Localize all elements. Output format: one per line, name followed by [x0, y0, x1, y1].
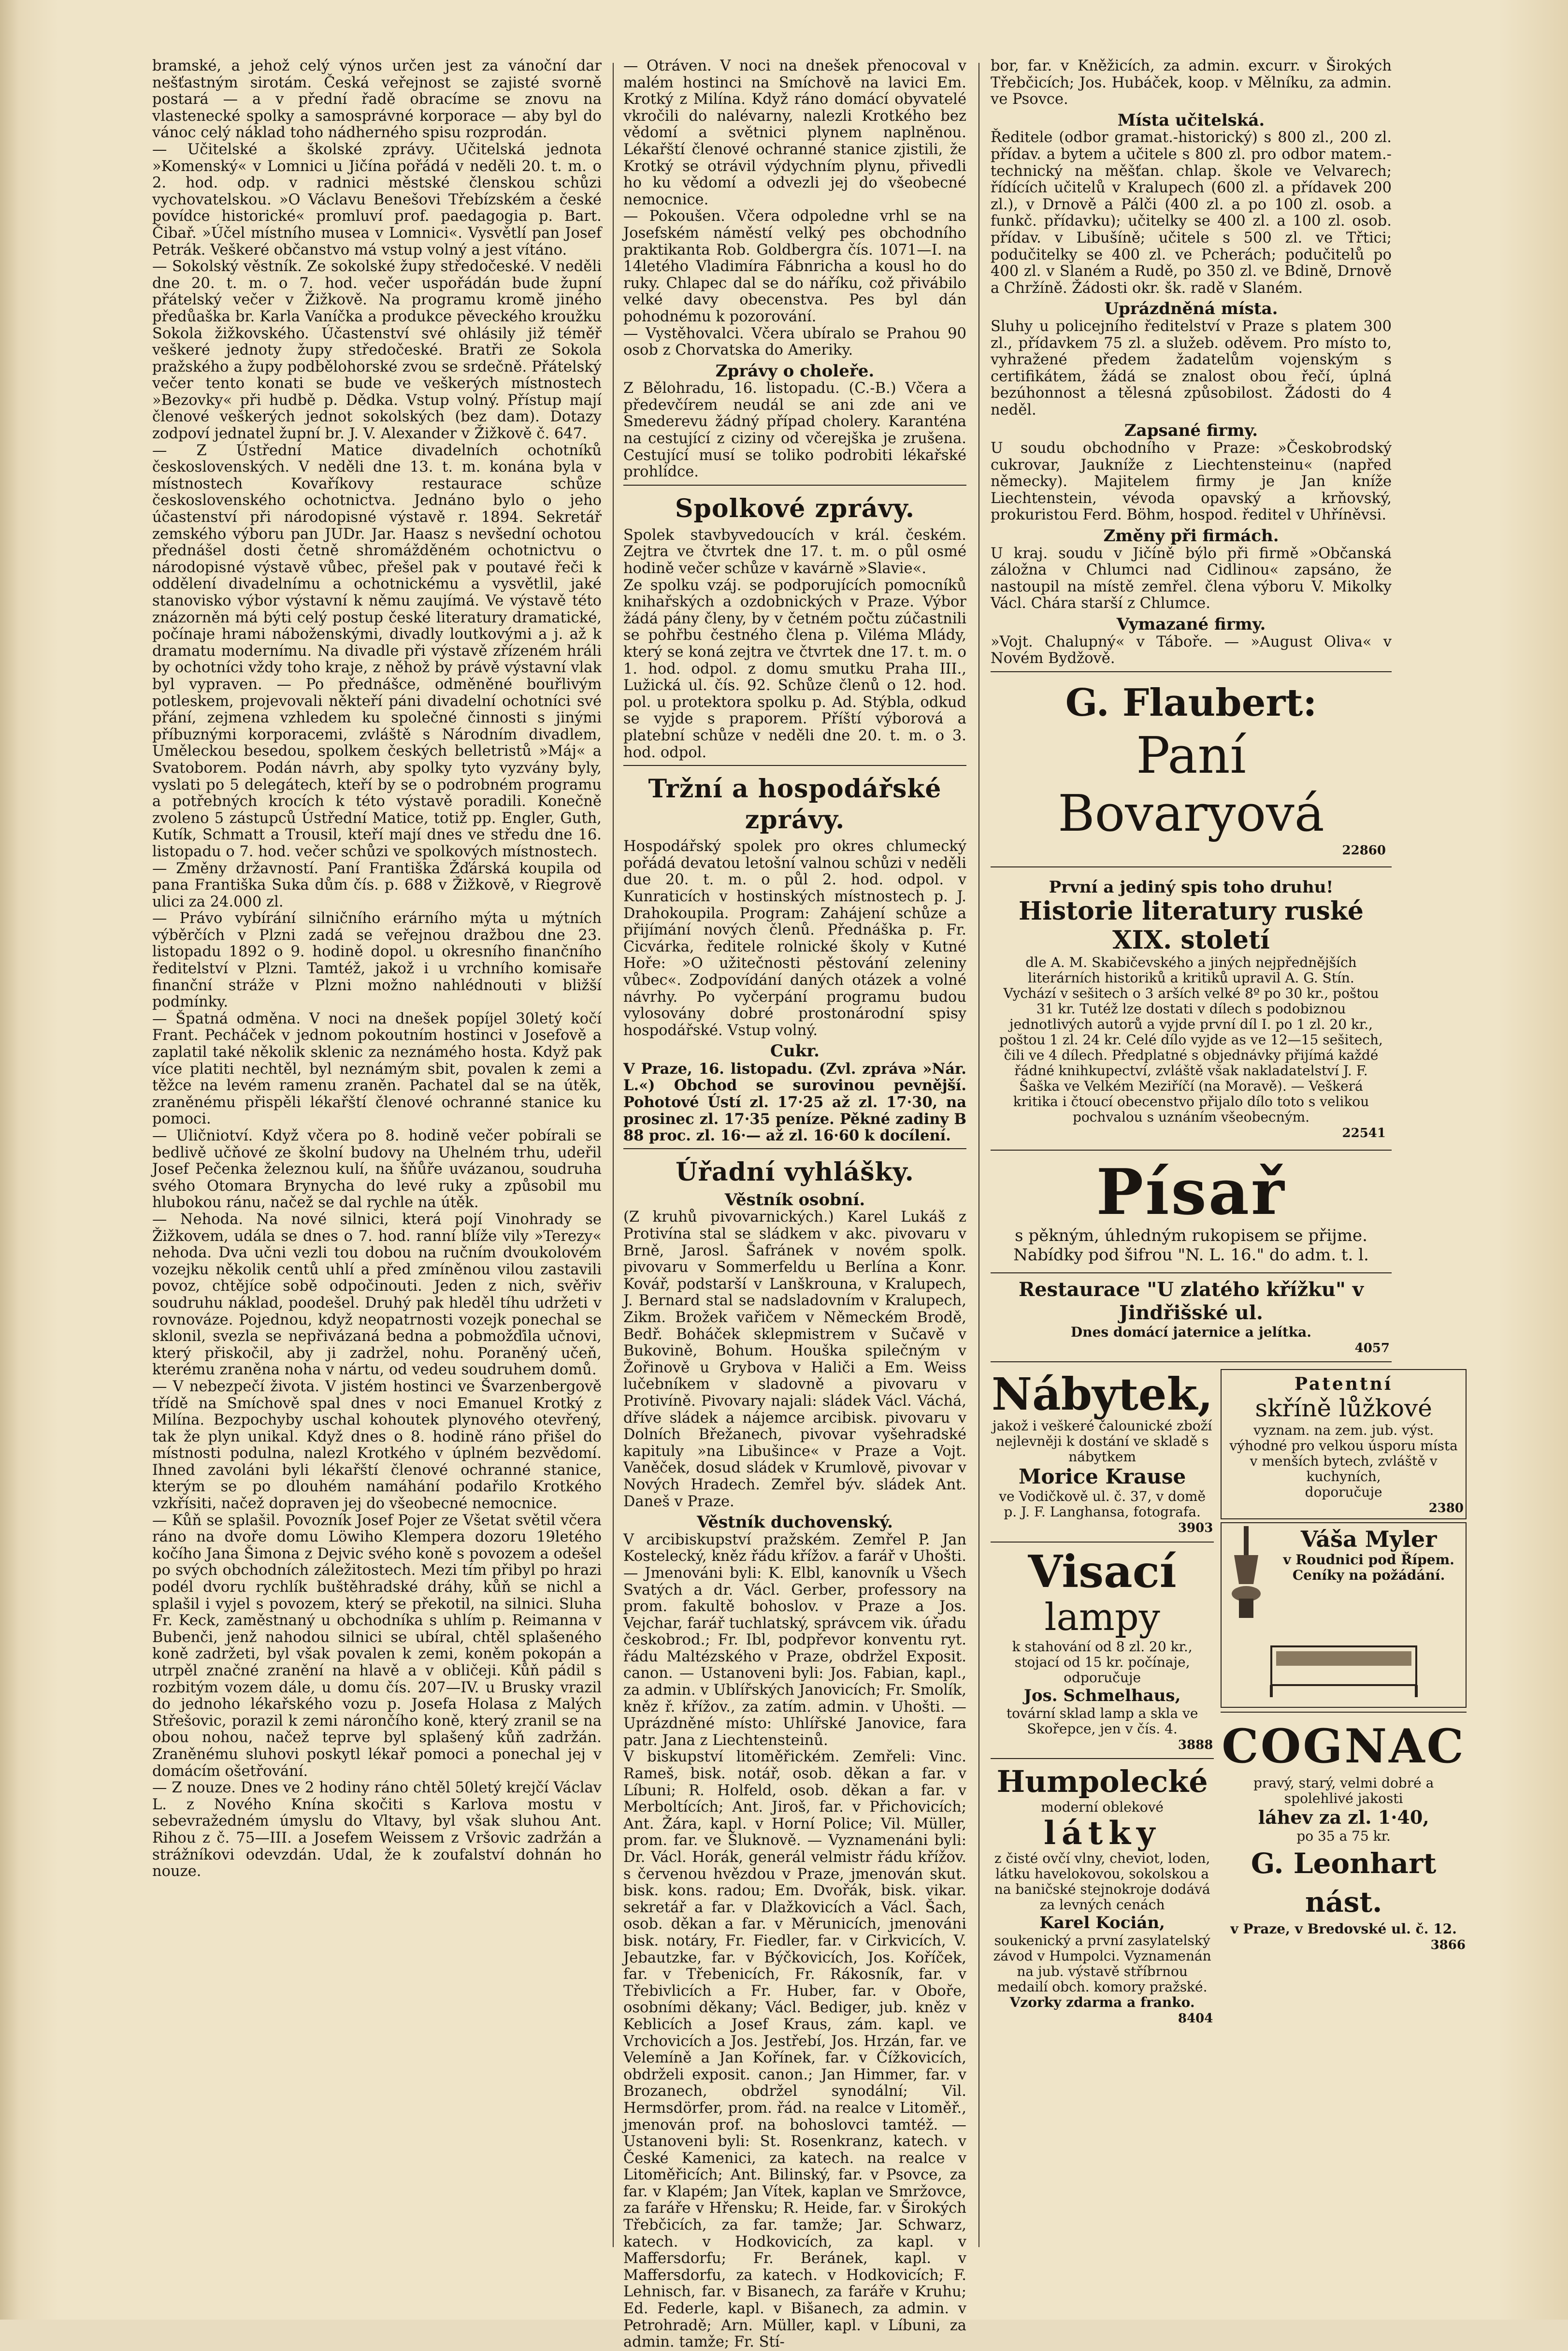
- ad-grid: [991, 1366, 1466, 2031]
- ad-text: Vychází v sešitech o 3 arších velké 8º po 30 kr., poštou 31 kr. Tutéž lze dostati v dílech s podobiznou jednotlivých autorů a vyjde první díl I. po 1 zl. 20 kr., poštou 1 zl. 24 kr. Celé dílo vyjde as ve 12—15 sešitech, čili ve 4 dílech. Předplatné s objednávky přijímá každé řádné knihkupectví, zvláště však nakladatelství J. F. Šaška ve Velkém Meziříčí (na Moravě). — Veškerá kritika i čtoucí obecenstvo přijalo dílo toto s velikou pochvalou s uznáním všeobecným.: [999, 985, 1383, 1125]
- ad-name: Karel Kocián,: [1039, 1913, 1165, 1933]
- ad-text: pravý, starý, velmi dobré a spolehlivé jakosti: [1253, 1774, 1434, 1806]
- article: (Z kruhů pivovarnických.) Karel Lukáš z Protivína stal se sládkem v akc. pivovaru v Brně, Jarosl. Šafránek v novém spolk. pivovaru v Sommerfeldu u Berlína a Konr. Kovář, podstarší v Lanškrouna, v Kralupech, J. Bernard stal se nadsladovním v Kralupech, Zikm. Brožek vařičem v Německém Brodě, Bedř. Boháček sklepmistrem v Sučavě v Bukovině, Bohum. Houška spilečným v Žořinově u Grybova v Haliči a Em. Weiss lučebníkem v sladovně a pivovaru v Protivíně. Pivovary najali: sládek Václ. Váchá, dříve sládek a nájemce arcibisk. pivovaru v Dolních Břežanech, pivovar vyšehradské kapituly »na Libušince« v Praze a Vojt. Vaněček, dosud sládek v Krumlově, pivovar v Nových Hradech. Zemřel býv. sládek Ant. Daneš v Praze.: [623, 1209, 966, 1510]
- article: — Kůň se splašil. Povozník Josef Pojer ze Všetat světil včera ráno na dvoře domu Löwiho Klempera dozoru 19letého kočího Jana Šimona z Dejvic svého koně s povozem a odešel po svých obchodních záležitostech. Mezi tím přibyl po hrazi podél dvoru rychlík buštěhradské dráhy, kůň se nichl a splašil i vyjel s povozem, který se překotil, na silnici. Sluha Fr. Keck, zaměstnaný u obchodníka s uhlím p. Reimanna v Bubenči, jenž nahodou silnici se ubíral, chtěl splašeného koně zadržeti, byl však povalen k zemi, koněm pokopán a utrpěl značné zranění na hlavě a v obličeji. Kůň pádil s rozbitým vozem dále, u domu čís. 207—IV. u Brusky vrazil do jednoho lékařského vozu p. Josefa Holasa z Malých Střešovic, porazil k zemi nárončího koně, který zranil se na obou nohou, načež teprve byl splašený kůň zadržán. Zraněnému sluhovi poskytl lékař pomoci a ponechal jej v domácím ošetřování.: [152, 1512, 602, 1780]
- divider: [623, 765, 966, 766]
- column-1: [152, 58, 602, 1880]
- lamp-illustration: [1224, 1526, 1268, 1627]
- duchovensky-heading: Věstník duchovenský.: [697, 1513, 893, 1532]
- article: — Uličniotví. Když včera po 8. hodině večer pobírali se bedlivě učňové ze školní budovy na Uhelném trhu, udeřil Josef Pečenka železnou kulí, na šňůře uvázanou, soudruha svého Otomara Brynycha do levé ruky a způsobil mu hlubokou ránu, načež se dal rychle na útěk.: [152, 1127, 602, 1212]
- ad-title: lampy: [1044, 1595, 1160, 1639]
- ad-title: skříně lůžkové: [1255, 1394, 1432, 1422]
- ad-text: soukenický a první zasylatelský závod v Humpolci. Vyznamenán na jub. výstavě stříbrnou medailí obch. komory pražské.: [993, 1933, 1211, 1995]
- ad-subtitle: moderní oblekové: [1041, 1799, 1164, 1816]
- article: Ředitele (odbor gramat.-historický) s 800 zl., 200 zl. přídav. a bytem a učitele s 800 zl. pro odbor matem.-technický na měšťan. chlap. škole ve Velvarech; řídících učitelů v Kralupech (600 zl. a přídavek 200 zl.), v Drnově a Pálči (400 zl. a po 100 zl. osob. a funkč. přídavku); učitelky se 400 zl. a 100 zl. osob. přídav. v Libušíně; učitele s 500 zl. ve Třtici; podučitelky se 400 zl. ve Pcherách; podučitelů po 400 zl. v Slaném a Rudě, po 350 zl. ve Bdině, Drnově a Chržíně. Žádosti okr. šk. radě v Slaném.: [991, 129, 1392, 297]
- ad-price: láhev za zl. 1·40,: [1258, 1806, 1429, 1828]
- ad-text: ve Vodičkově ul. č. 37, v domě p. J. F. Langhansa, fotografa.: [999, 1488, 1206, 1520]
- ad-pretitle: Patentní: [1294, 1374, 1393, 1395]
- ad-text: jakož i veškeré čalounické zboží nejlevněji k dostání ve skladě s nábytkem: [992, 1418, 1212, 1465]
- ad-text: dle A. M. Skabičevského a jiných nejpřednějších literárních historiků a kritiků upravil A. G. Stín.: [1025, 954, 1357, 986]
- column-rule: [978, 63, 979, 2247]
- article: — Otráven. V noci na dnešek přenocoval v malém hostinci na Smíchově na lavici Em. Krotký z Milína. Když ráno domácí obyvatelé vkročili do nalévarny, nalezli Krotkého bez vědomí a světnici plynem naplněnou. Lékařští členové ochranné stanice zjistili, že Krotký se otrávil výdychním plynu, přivedli ho ku vědomí a odvezli jej do všeobecné nemocnice.: [623, 58, 966, 208]
- uprazdnena-heading: Uprázdněná místa.: [1104, 299, 1278, 319]
- trzni-heading: Tržní a hospodářské zprávy.: [648, 774, 942, 835]
- article: — Právo vybírání silničního erárního mýta u mýtních výběrčích v Plzni zadá se veřejnou dražbou dne 23. listopadu 1892 o 9. hodině dopol. u okresního finančního ředitelství v Plzni. Tamtéž, jakož i u vrchního komisaře finanční stráže v Plzni možno nahlédnouti v bližší podmínky.: [152, 910, 602, 1011]
- ad-myler: [1221, 1522, 1467, 1707]
- ad-text: Ceníky na požádání.: [1292, 1567, 1445, 1584]
- divider: [991, 671, 1392, 672]
- article: V arcibiskupství pražském. Zemřel P. Jan Kostelecký, kněz řádu křížov. a farář v Uhošti. — Jmenováni byli: K. Elbl, kanovník u Všech Svatých a dr. Václ. Gerber, professory na prom. fakultě bohoslov. v Praze a Jos. Vejchar, farář tuchlatský, správcem vik. úřadu českobrod.; Fr. Ibl, podpřevor konventu ryt. řádu Maltézského v Praze, obdržel Exposit. canon. — Ustanoveni byli: Jos. Fabian, kapl., za admin. v Ublířských Janovicích; Fr. Smolík, kněz ř. křížov., za zatím. admin. v Uhošti. — Uprázdněné místo: Uhlířské Janovice, fara patr. Jana z Liechtensteinů.: [623, 1531, 966, 1749]
- ad-text: v Praze, v Bredovské ul. č. 12.: [1230, 1920, 1457, 1937]
- ad-text: s pěkným, úhledným rukopisem se přijme. Nabídky pod šifrou "N. L. 16." do adm. t. l.: [1013, 1226, 1369, 1265]
- column-2: [623, 58, 966, 2351]
- divider: [991, 1758, 1214, 1759]
- divider: [991, 866, 1392, 867]
- ad-number: 22541: [1342, 1125, 1386, 1140]
- article: bramské, a jehož celý výnos určen jest za vánoční dar nešťastným sirotám. Česká veřejnost se zajisté svorně postará — a v přední řadě obracíme se znovu na vlastenecké spolky a samosprávné korporace — aby byl do vánoc celý náklad toho nádherného spisu rozprodán.: [152, 58, 602, 142]
- ad-text: tovární sklad lamp a skla ve Skořepce, jen v čís. 4.: [1006, 1705, 1198, 1737]
- ad-humpolecke: [991, 1763, 1214, 2028]
- article: — Nehoda. Na nové silnici, která pojí Vinohrady se Žižkovem, udála se dnes o 7. hod. ranní blíže vily »Terezy« nehoda. Dva učni vezli tou dobou na ručním dvoukolovém vozejku několik centů uhlí a před zmíněnou vilou zastavili povoz, chtějíce sobě odpočinouti. Jeden z nich, svěřiv soudruhu náklad, poodešel. Druhý pak hleděl tíhu udržeti v rovnováze. Pojednou, když neopatrnosti vozejk ponechal se sklonil, svezla se nepřivázaná bedna a pobmožďila učnovi, který přiskočil, aby ji zadržel, nohu. Poraněný učeň, kterému zraněna noha v nártu, od vedeu soudruhem domů.: [152, 1211, 602, 1379]
- ad-text: Dnes domácí jaternice a jelítka.: [1070, 1324, 1312, 1340]
- divider: [991, 1272, 1392, 1273]
- ad-visaci: [991, 1546, 1214, 1755]
- divider: [623, 485, 966, 486]
- article: — Sokolský věstník. Ze sokolské župy středočeské. V neděli dne 20. t. m. o 7. hod. večer uspořádán bude župní přátelský večer v Žižkově. Na programu kromě jiného předůaška br. Karla Vaníčka a produkce pěveckého kroužku Sokola žižkovského. Účastenství své ohlásily již téměř veškeré jednoty župy středočeské. Bratři ze Sokola pražského a župy podbělohorské zvou se srdečně. Přátelský večer tento konati se bude ve veškerých místnostech »Bezovky« při hudbě p. Dědka. Vstup volný. Přístup mají členové veškerých jednot sokolských (bez dam). Dotazy zodpoví jednatel župní br. J. V. Alexander v Žižkově č. 647.: [152, 258, 602, 443]
- bed-illustration-icon: [1262, 1627, 1426, 1700]
- article: — Špatná odměna. V noci na dnešek popíjel 30letý kočí Frant. Pecháček v jednom pokoutním hostinci v Josefově a zaplatil také několik sklenic za neznámého hosta. Když pak více platiti nechtěl, byl neznámým sbit, povalen k zemi a těžce na levém ramenu zraněn. Pachatel dal se na útěk, zraněnému přispěli lékařští členové ochranné stanice ku pomoci.: [152, 1010, 602, 1128]
- column-3: [991, 58, 1466, 2031]
- ad-text: doporučuje: [1305, 1484, 1382, 1500]
- ad-title: Paní Bovaryová: [1058, 725, 1324, 843]
- article: U soudu obchodního v Praze: »Českobrodský cukrovar, Jaukníže z Liechtensteinu« (napřed německy). Majitelem firmy je Jan kníže Liechtenstein, vévoda opavský a krňovský, prokuristou Ferd. Böhm, hospod. ředitel v Uhříněvsi.: [991, 440, 1392, 524]
- ad-number: 2380: [1428, 1500, 1464, 1515]
- ad-myler-text: [1275, 1526, 1463, 1627]
- ad-nabytek: [991, 1369, 1214, 1538]
- article: Sluhy u policejního ředitelství v Praze s platem 300 zl., přídavkem 75 zl. a služeb. oděvem. Pro místo to, vyhražené předem žadatelům vojenským s certifikátem, žádá se znalost obou řečí, úplná bezúhonnost a tělesná způsobilost. Žádosti do 4 neděl.: [991, 317, 1392, 418]
- divider: [623, 1148, 966, 1149]
- ad-title: Humpolecké: [996, 1764, 1208, 1800]
- article: »Vojt. Chalupný« v Táboře. — »August Oliva« v Novém Bydžově.: [991, 633, 1392, 667]
- article: Ze spolku vzáj. se podporujících pomocníků knihařských a ozdobnických v Praze. Výbor žádá pány členy, by v četném počtu zúčastnili se pohřbu čestného člena p. Viléma Mlády, který se koná zejtra ve čtvrtek dne 17. t. m. o 1. hod. odpol. z domu smutku Praha III., Lužická ul. čís. 92. Schůze členů o 12. hod. pol. u protektora spolku p. Ad. Stýbla, odkud se vyjde s praporem. Příští výborová a platební schůze v neděli dne 20. t. m. o 3. hod. odpol.: [623, 577, 966, 761]
- vymazane-heading: Vymazané firmy.: [1116, 615, 1266, 634]
- article: — V nebezpečí života. V jistém hostinci ve Švarzenbergově třídě na Smíchově spal dnes v noci Emanuel Krotký z Milína. Bezpochyby uschal kohoutek plynového otevřený, tak že plyn unikal. Když dnes o 8. hodině ráno přišel do místnosti podulna, nalezl Krotkého v úplném bezvědomí. Ihned zavoláni byli lékařští členové ochranné stanice, kterým se po dlouhém namáhání podařilo Krotkého vzkřísiti, načež dopraven jej do všeobecné nemocnice.: [152, 1378, 602, 1513]
- ad-title: Nábytek,: [992, 1368, 1213, 1421]
- ad-text: v Roudnici pod Řípem.: [1283, 1552, 1454, 1568]
- ad-title: Visací: [1028, 1545, 1177, 1598]
- article: — Pokoušen. Včera odpoledne vrhl se na Josefském náměstí velký pes obchodního praktikanta Rob. Goldbergra čís. 1071—I. na 14letého Vladimíra Fábnricha a kousl ho do ruky. Chlapec dal se do náříku, což přivábilo velké davy obecenstva. Pes byl dán pohodnému k pozorování.: [623, 208, 966, 325]
- ad-name: Morice Krause: [1019, 1465, 1186, 1489]
- ad-text: k stahování od 8 zl. 20 kr., stojací od 15 kr. počínaje, odporučuje: [1012, 1638, 1193, 1686]
- divider: [991, 1361, 1392, 1362]
- ad-title: G. Leonhart nást.: [1251, 1846, 1437, 1918]
- osobni-heading: Věstník osobní.: [724, 1190, 865, 1210]
- ad-number: 8404: [1178, 2011, 1213, 2026]
- ad-number: 4057: [1354, 1341, 1390, 1356]
- article: — Učitelské a školské zprávy. Učitelská jednota »Komenský« v Lomnici u Jičína pořádá v neděli 20. t. m. o 2. hod. odp. v radnici městské členskou schůzi vychovatelskou. »O Václavu Benešovi Třebízském a české povídce historické« promluví prof. paedagogia p. Bart. Čibař. »Účel místního musea v Lomnici«. Vysvětlí pan Josef Petrák. Veškeré občanstvo má vstup volný a jest vítáno.: [152, 141, 602, 259]
- article: — Změny državností. Paní Františka Žďárská koupila od pana Františka Suka dům čís. p. 688 v Žižkově, v Riegrově ulici za 24.000 zl.: [152, 860, 602, 910]
- cukr-heading: Cukr.: [770, 1041, 820, 1061]
- article: — Vystěhovalci. Včera ubíralo se Prahou 90 osob z Chorvatska do Ameriky.: [623, 325, 966, 359]
- ad-skrine: [1221, 1369, 1467, 1519]
- ad-pretitle: První a jediný spis toho druhu!: [1049, 878, 1334, 897]
- article: — Z Ústřední Matice divadelních ochotníků československých. V neděli dne 13. t. m. konána byla v místnostech Kovaříkovy restaurace schůze československého ochotnictva. Jednáno bylo o jeho účastenství při národopisné výstavě r. 1894. Sekretář zemského výboru pan JUDr. Jar. Haasz s nevšední ochotou přednášel dosti četně shromážděném ochotnictvu o národopisné výstavě vůbec, přešel pak v poutavé řeči k oddělení divadelnímu a ochotnickému a vysvětlil, jaké stanovisko výbor výstavní k němu zaujímá. Ve výstavě této znázorněn má býti celý postup české literatury dramatické, počínaje hrami náboženskými, divadly loutkovými a j. až k dramatu modernímu. Na divadle při výstavě zřízeném hráli by ochotníci vždy toho kraje, z něhož by právě výstavní vlak byl vypraven. — Po přednášce, odměněné bouřlivým potleskem, projevovali někteří páni divadelní ochotníci své přání, zejmena vzhledem ku společné činnosti s jinými příbuznými korporacemi, zvláště s Národním divadlem, Uměleckou besedou, spolkem českých belletristů »Máj« a Svatoborem. Podán návrh, aby spolky tyto vyzvány byly, vyslati po 5 delegátech, kteří by se o podrobném programu a potřebných krocích k této výstavě poradili. Konečně zvoleno 5 zástupců Ústřední Matice, totiž pp. Engler, Guth, Kutík, Schmatt a Trousil, kteří mají dnes ve středu dne 16. listopadu o 7. hod. večer schůzi ve spolkových místnostech.: [152, 442, 602, 860]
- cholera-text: Z Bělohradu, 16. listopadu. (C.-B.) Včera a předevčírem neudál se ani zde ani ve Smederevu žádný případ cholery. Karanténa na cestující z ciziny od včerejška je zrušena. Cestující musí se toliko podrobiti lékařské prohlídce.: [623, 380, 966, 481]
- ad-text: po 35 a 75 kr.: [1296, 1828, 1391, 1844]
- ad-text: z čisté ovčí vlny, cheviot, loden, látku havelokovou, sokolskou a na baničské stejnokroje dodává za levných cenách: [994, 1850, 1210, 1913]
- ad-text: Vzorky zdarma a franko.: [1009, 1994, 1195, 2011]
- ad-right-column: [1221, 1366, 1467, 2031]
- ad-restaurace: [991, 1277, 1392, 1358]
- ad-author: G. Flaubert:: [1065, 680, 1317, 725]
- ad-title: Historie literatury ruské XIX. století: [1018, 896, 1364, 955]
- ad-text: vyznam. na zem. jub. výst. výhodné pro velkou úsporu místa v menších bytech, zvláště v kuchyních,: [1229, 1422, 1458, 1485]
- cholera-heading: Zprávy o choleře.: [715, 361, 875, 381]
- cukr-text: V Praze, 16. listopadu. (Zvl. zpráva »Nár. L.«) Obchod se surovinou pevnější. Pohotové Ústí zl. 17·25 až zl. 17·30, na prosinec zl. 17·35 peníze. Pěkné zadiny B 88 proc. zl. 16·— až zl. 16·60 k docílení.: [623, 1060, 966, 1145]
- ad-number: 3903: [1178, 1521, 1213, 1536]
- lamp-icon: [1224, 1526, 1268, 1623]
- ad-flaubert: [991, 676, 1392, 863]
- firmy-heading: Zapsané firmy.: [1124, 421, 1258, 441]
- ad-number: 22860: [1342, 843, 1386, 858]
- ad-left-column: [991, 1366, 1214, 2031]
- uredni-heading: Úřadní vyhlášky.: [676, 1157, 914, 1187]
- spolkove-heading: Spolkové zprávy.: [675, 493, 915, 523]
- ad-history: [991, 871, 1392, 1145]
- ad-number: 3866: [1430, 1937, 1466, 1952]
- article: V biskupství litoměřickém. Zemřeli: Vinc. Rameš, bisk. notář, osob. děkan a far. v Líbuni; R. Holfeld, osob. děkan a far. v Merboltících; Ant. Jiroš, far. v Přichovicích; Ant. Žára, kapl. v Horní Police; Vil. Müller, prom. far. ve Šluknově. — Vyznamenáni byli: Dr. Václ. Horák, generál velmistr řádu křížov. s červenou hvězdou v Praze, jmenován skut. bisk. kons. radou; Em. Dvořák, bisk. vikar. sekretář a far. v Dlažkovicích a Václ. Šach, osob. děkan a far. v Měrunicích, jmenováni bisk. notáry, Fr. Fiedler, far. v Cirkvicích, V. Jebautzke, far. v Býčkovicích, Jos. Koříček, far. v Třebenicích, Fr. Rákosník, far. v Třebivlicích a Fr. Huber, far. v Oboře, osobními děkany; Václ. Bediger, jub. kněz v Keblicích a Josef Kraus, zám. kapl. ve Vrchovicích a Jos. Jestřebí, Jos. Hrzán, far. ve Velemíně a Jan Kořínek, far. v Čížkovicích, obdrželi exposit. canon.; Jan Himmer, far. v Brozanech, obdržel synodální; Vil. Hermsdörfer, prom. řád. na realce v Litoměř., jmenován prof. na bohoslovci tamtéž. — Ustanoveni byli: St. Rosenkranz, katech. v České Kamenici, za katech. na realce v Litoměřicích; Ant. Bilinský, far. v Psovce, za far. v Klapém; Jan Vítek, kaplan ve Smržovce, za faráře v Hřensku; R. Heide, far. v Širokých Třebčicích, za far. tamže; Jar. Schwarz, katech. v Hodkovicích, za kapl. v Maffersdorfu; Fr. Beránek, kapl. v Maffersdorfu, za katech. v Hodkovicích; F. Lehnisch, far. v Bisanech, za faráře v Kruhu; Ed. Federle, kapl. v Bišanech, za admin. v Petrohradě; Arn. Müller, kapl. v Líbuni, za admin. tamže; Fr. Stí-: [623, 1748, 966, 2351]
- article: bor, far. v Kněžicích, za admin. excurr. v Širokých Třebčicích; Jos. Hubáček, koop. v Mělníku, za admin. ve Psovce.: [991, 58, 1392, 108]
- ad-title: Písař: [1096, 1154, 1286, 1229]
- divider: [991, 1150, 1392, 1151]
- ad-number: 3888: [1178, 1737, 1213, 1752]
- article: U kraj. soudu v Jičíně býlo při firmě »Občanská záložna v Chlumci nad Cidlinou« zapsáno, že nastoupil na místě zemřel. člena výboru V. Mikolky Václ. Chára starší z Chlumce.: [991, 545, 1392, 612]
- article: Spolek stavbyvedoucích v král. českém. Zejtra ve čtvrtek dne 17. t. m. o půl osmé hodině večer schůze v kavárně »Slavie«.: [623, 526, 966, 577]
- divider: [991, 1542, 1214, 1543]
- ad-name: Váša Myler: [1300, 1526, 1437, 1553]
- ad-cognac: [1221, 1716, 1467, 1955]
- column-rule: [613, 63, 614, 2247]
- divider: [1221, 1712, 1467, 1713]
- ad-title: látky: [1043, 1814, 1161, 1852]
- article: Hospodářský spolek pro okres chlumecký pořádá devatou letošní valnou schůzi v neděli due 20. t. m. o půl 2. hod. odpol. v Kunraticích v hostinských místnostech p. J. Drahokoupila. Program: Zahájení schůze a přijímání nových členů. Přednáška p. Fr. Cicvárka, ředitele rolnické školy v Kutné Hoře: »O užitečnosti pěstování zeleniny vůbec«. Zodpovídání daných otázek a volné návrhy. Po vyčerpání programu budou vylosovány dobré prostonárodní spisy hospodářské. Vstup volný.: [623, 838, 966, 1039]
- ad-name: Jos. Schmelhaus,: [1023, 1686, 1181, 1705]
- mista-heading: Místa učitelská.: [1117, 110, 1265, 130]
- article: — Z nouze. Dnes ve 2 hodiny ráno chtěl 50letý krejčí Václav L. z Nového Knína skočiti s Karlova mostu v sebevražedném úmyslu do Vltavy, byl však sluhou Ant. Rihou z č. 75—III. a Josefem Weissem z Vršovic zadržán a strážníkovi odevzdán. Udal, že k zoufalství dohnán ho nouze.: [152, 1779, 602, 1880]
- ad-myler-row: [1224, 1526, 1463, 1627]
- ad-title: Restaurace "U zlatého křížku" v Jindřišské ul.: [1018, 1278, 1364, 1324]
- ad-pisar: [991, 1154, 1392, 1269]
- zmeny-heading: Změny při firmách.: [1103, 526, 1279, 546]
- ad-title: COGNAC: [1222, 1718, 1466, 1774]
